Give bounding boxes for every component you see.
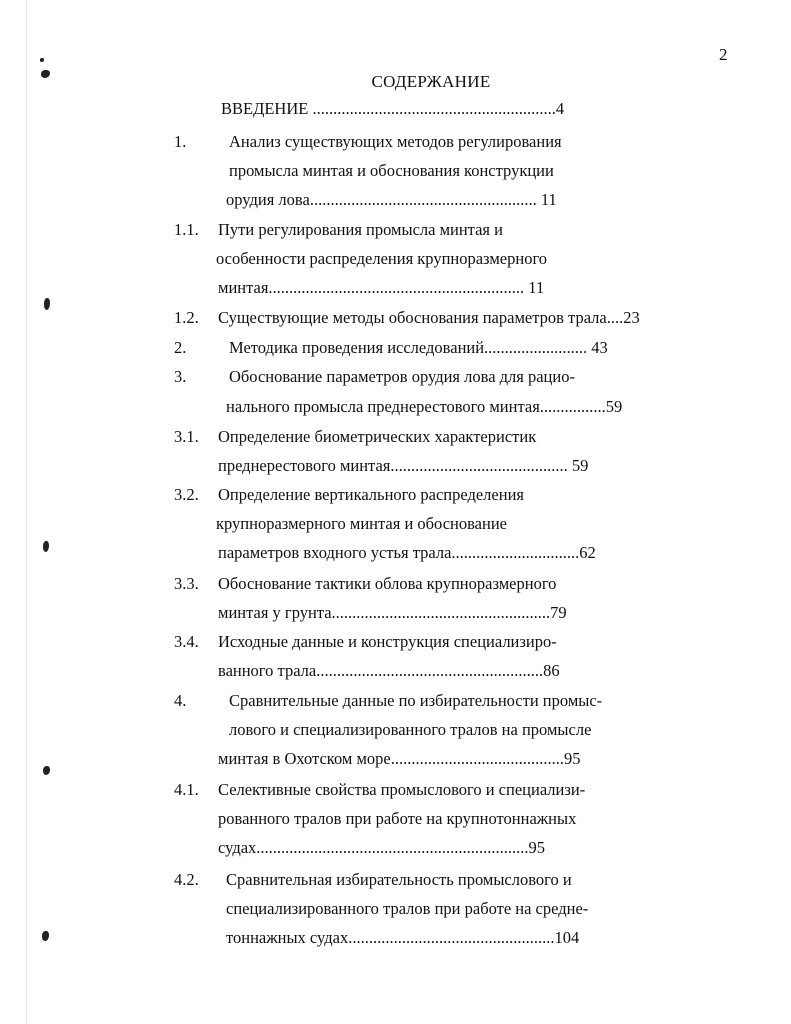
toc-line: Сравнительная избирательность промыслового и	[226, 870, 572, 889]
toc-number: 4.2.	[174, 870, 199, 889]
toc-line: Методика проведения исследований......................... 43	[229, 338, 608, 357]
toc-line: Исходные данные и конструкция специализиро-	[218, 632, 557, 651]
toc-line: крупноразмерного минтая и обоснование	[216, 514, 507, 533]
toc-line: минтая у грунта.....................................................79	[218, 603, 567, 622]
toc-number: 3.2.	[174, 485, 199, 504]
toc-number: 1.	[174, 132, 187, 151]
toc-line: специализированного тралов при работе на средне-	[226, 899, 589, 918]
toc-number: 1.1.	[174, 220, 199, 239]
toc-line: особенности распределения крупноразмерного	[216, 249, 548, 268]
toc-number: 4.	[174, 691, 187, 710]
scan-speck	[43, 766, 50, 775]
toc-line: рованного тралов при работе на крупнотоннажных	[218, 809, 577, 828]
toc-line: Обоснование тактики облова крупноразмерного	[218, 574, 557, 593]
toc-line: минтая.............................................................. 11	[218, 278, 545, 297]
toc-number: 3.1.	[174, 427, 199, 446]
toc-line: Сравнительные данные по избирательности промыс-	[229, 691, 603, 710]
toc-number: 2.	[174, 338, 187, 357]
toc-line: параметров входного устья трала...............................62	[218, 543, 596, 562]
toc-line: тоннажных судах..................................................104	[226, 928, 580, 947]
toc-line: Обоснование параметров орудия лова для рацио-	[229, 367, 575, 386]
scan-speck	[40, 58, 44, 62]
toc-line: судах..................................................................95	[218, 838, 546, 857]
toc-line-intro: ВВЕДЕНИЕ ...........................................................4	[221, 99, 565, 118]
scan-speck	[44, 298, 50, 310]
toc-line: Существующие методы обоснования параметров трала....23	[218, 308, 640, 327]
toc-line: лового и специализированного тралов на промысле	[229, 720, 592, 739]
toc-number: 3.4.	[174, 632, 199, 651]
toc-line: Селективные свойства промыслового и специализи-	[218, 780, 586, 799]
page-number: 2	[719, 45, 728, 64]
toc-number: 1.2.	[174, 308, 199, 327]
toc-line: минтая в Охотском море..........................................95	[218, 749, 581, 768]
toc-number: 4.1.	[174, 780, 199, 799]
page-title: СОДЕРЖАНИЕ	[371, 72, 491, 91]
toc-line: промысла минтая и обоснования конструкции	[229, 161, 554, 180]
toc-line: Определение вертикального распределения	[218, 485, 524, 504]
scan-edge	[26, 0, 27, 1024]
toc-line: Определение биометрических характеристик	[218, 427, 537, 446]
toc-line: преднерестового минтая........................................... 59	[218, 456, 589, 475]
toc-number: 3.3.	[174, 574, 199, 593]
toc-line: орудия лова....................................................... 11	[226, 190, 557, 209]
toc-line: ванного трала.......................................................86	[218, 661, 560, 680]
toc-number: 3.	[174, 367, 187, 386]
scan-speck	[43, 541, 49, 552]
scan-speck	[42, 931, 49, 941]
toc-line: Пути регулирования промысла минтая и	[218, 220, 503, 239]
toc-line: нального промысла преднерестового минтая................59	[226, 397, 623, 416]
toc-line: Анализ существующих методов регулирования	[229, 132, 562, 151]
